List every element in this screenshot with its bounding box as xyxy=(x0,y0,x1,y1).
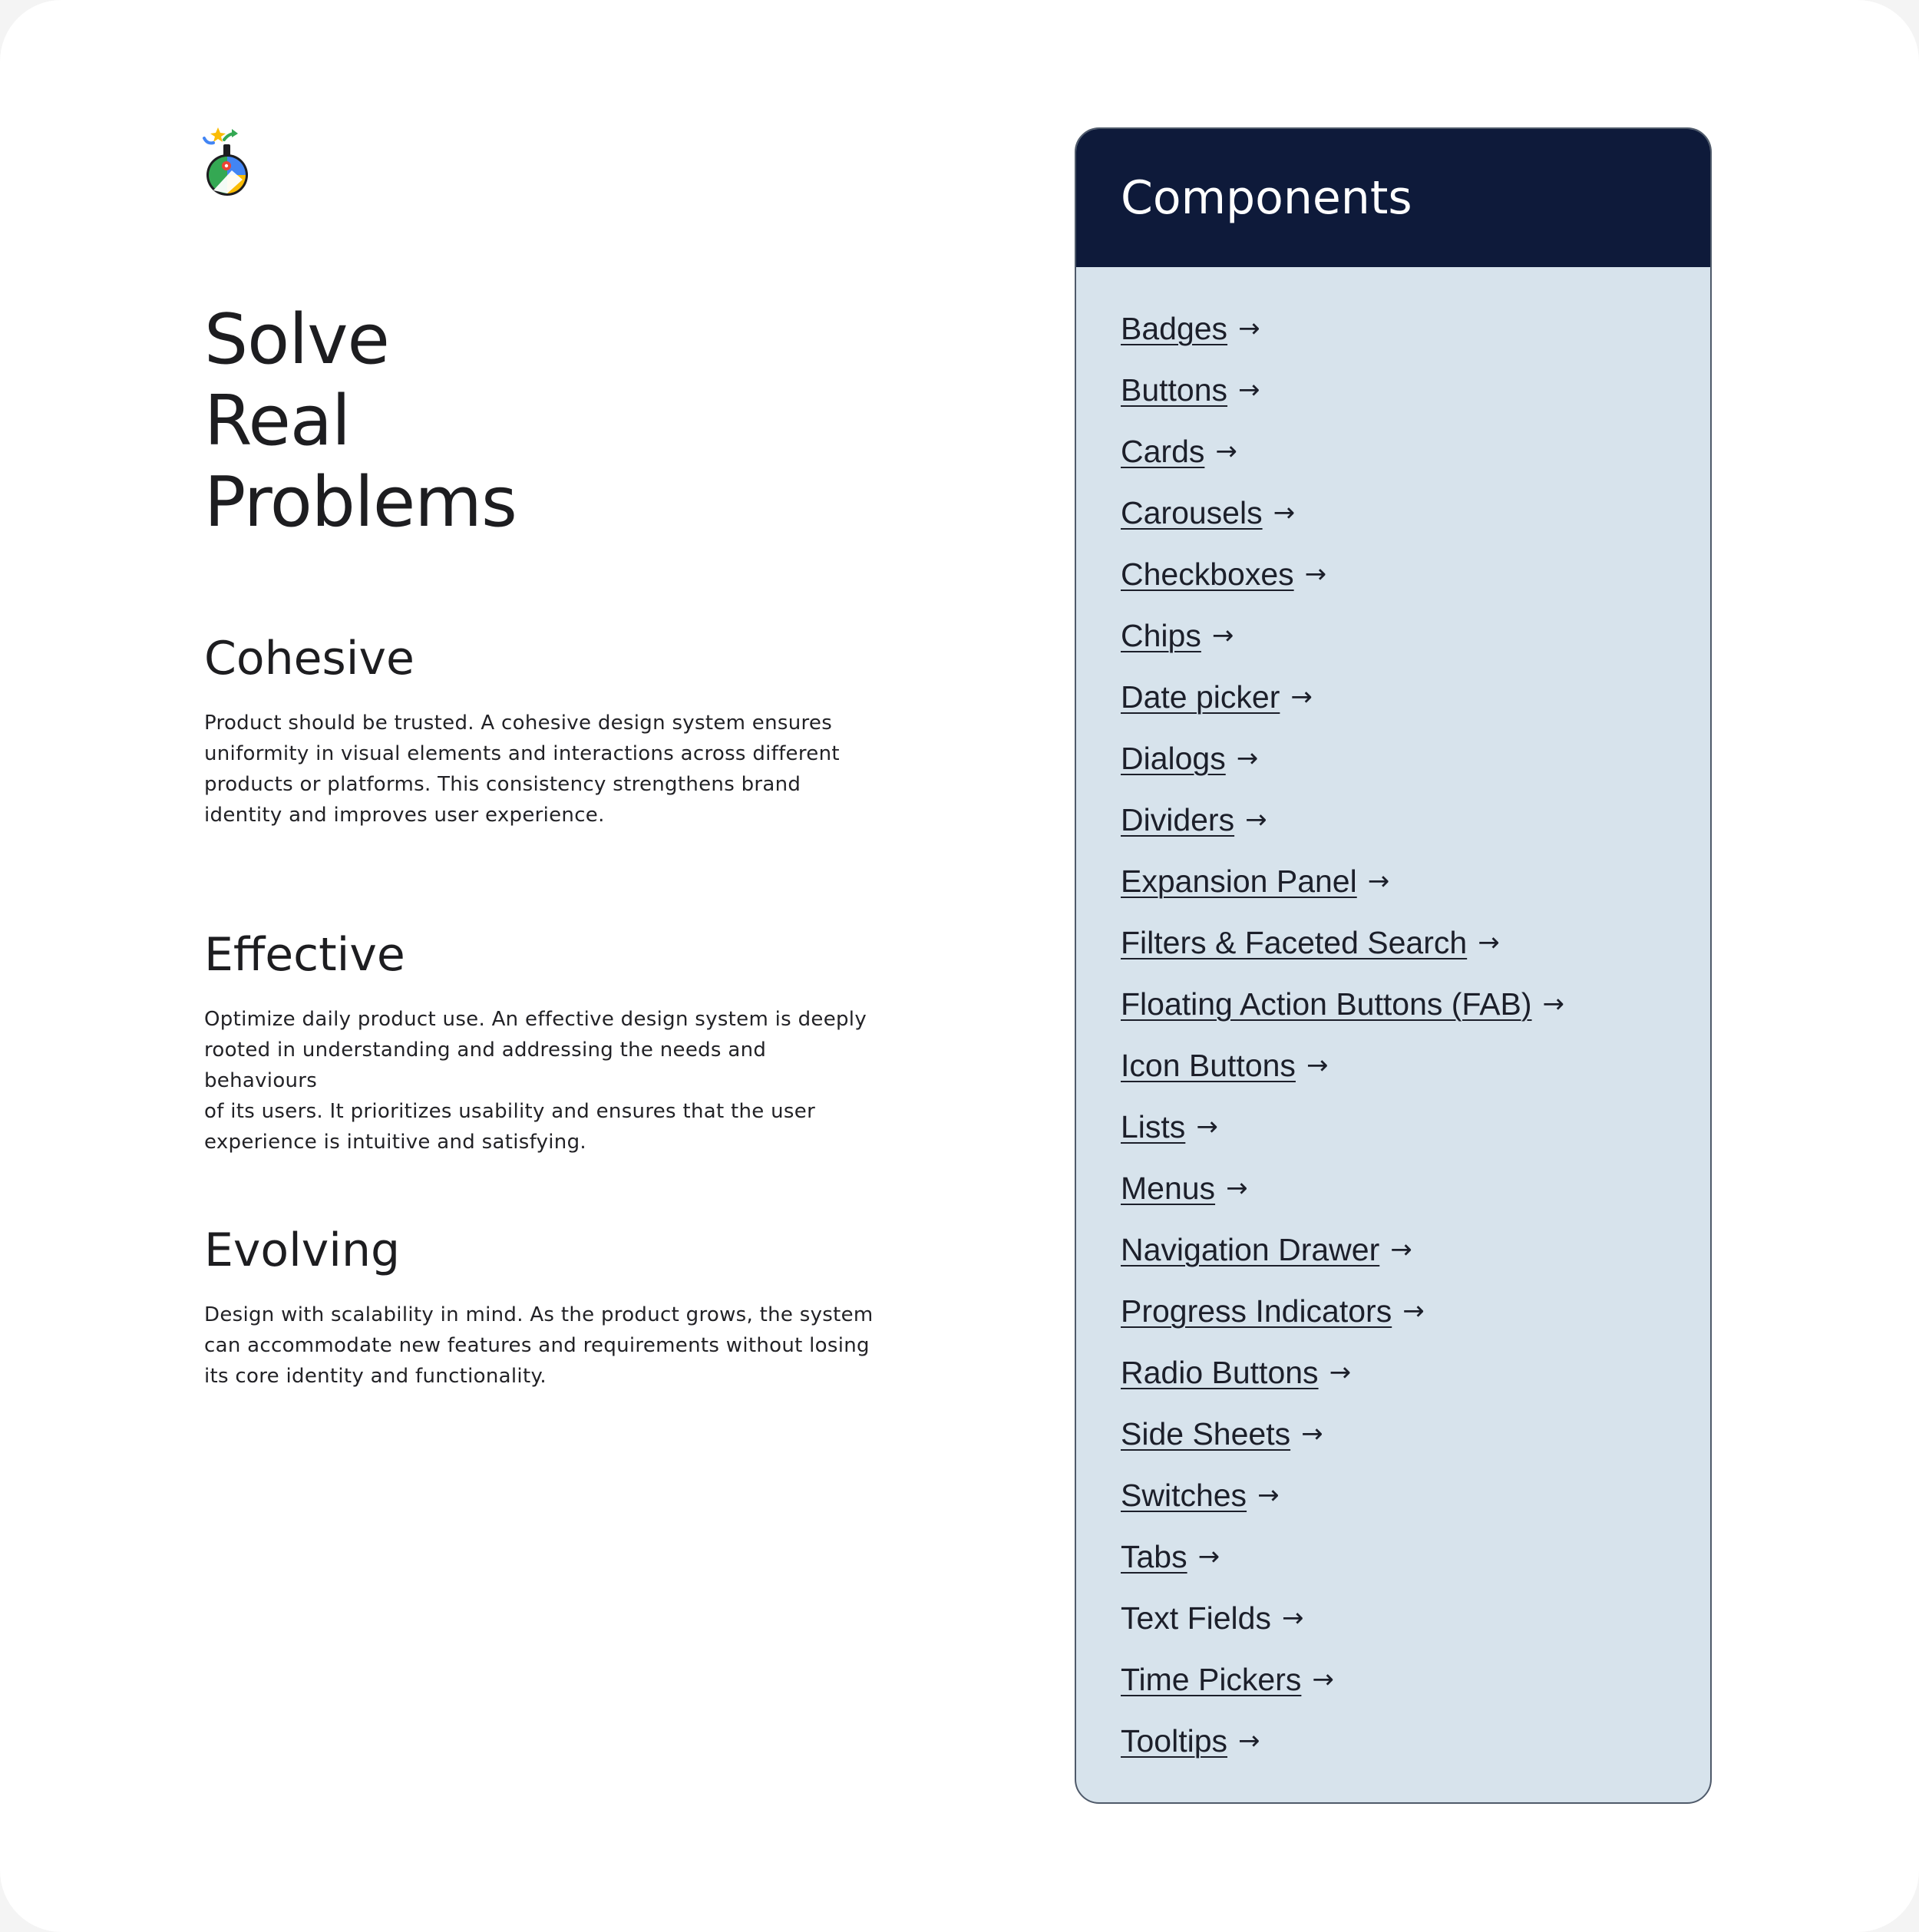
arrow-right-icon: → xyxy=(1257,1480,1280,1511)
component-link-expansion-panel[interactable] xyxy=(1121,850,1710,912)
component-link-label[interactable]: Text Fields xyxy=(1121,1600,1271,1636)
component-link-label[interactable]: Date picker xyxy=(1121,679,1280,715)
component-link-label[interactable]: Side Sheets xyxy=(1121,1415,1291,1451)
component-link-label[interactable]: Radio Buttons xyxy=(1121,1354,1319,1390)
section-body xyxy=(204,1004,880,1158)
component-link-dividers[interactable] xyxy=(1121,789,1710,850)
section-heading: Evolving xyxy=(204,1224,401,1277)
component-link-progress-indicators[interactable] xyxy=(1121,1280,1710,1342)
arrow-right-icon: → xyxy=(1197,1541,1220,1572)
logo-icon xyxy=(201,124,255,198)
component-link-date-picker[interactable] xyxy=(1121,666,1710,728)
hero-title-line: Problems xyxy=(204,462,517,543)
section-heading: Effective xyxy=(204,928,405,982)
arrow-right-icon: → xyxy=(1236,743,1259,774)
arrow-right-icon: → xyxy=(1542,989,1565,1019)
component-link-label[interactable]: Cards xyxy=(1121,433,1205,469)
arrow-right-icon: → xyxy=(1215,436,1237,467)
arrow-right-icon: → xyxy=(1273,497,1296,528)
component-link-label[interactable]: Navigation Drawer xyxy=(1121,1231,1380,1267)
components-panel xyxy=(1075,127,1712,1804)
component-link-carousels[interactable] xyxy=(1121,482,1710,543)
component-link-label[interactable]: Tooltips xyxy=(1121,1722,1228,1759)
component-link-label[interactable]: Chips xyxy=(1121,617,1201,653)
section-body-line: Design with scalability in mind. As the product grows, the system xyxy=(204,1303,874,1326)
arrow-right-icon: → xyxy=(1306,1050,1329,1081)
component-link-label[interactable]: Checkboxes xyxy=(1121,556,1294,592)
components-list xyxy=(1076,267,1710,1772)
arrow-right-icon: → xyxy=(1245,804,1267,835)
component-link-label[interactable]: Expansion Panel xyxy=(1121,863,1357,899)
hero-title-line: Solve xyxy=(204,299,389,380)
component-link-side-sheets[interactable] xyxy=(1121,1403,1710,1465)
component-link-label[interactable]: Filters & Faceted Search xyxy=(1121,924,1468,960)
component-link-cards[interactable] xyxy=(1121,421,1710,482)
section-body-line: Product should be trusted. A cohesive design system ensures xyxy=(204,712,833,735)
component-link-fab[interactable] xyxy=(1121,973,1710,1035)
arrow-right-icon: → xyxy=(1281,1603,1304,1633)
component-link-label[interactable]: Tabs xyxy=(1121,1538,1187,1574)
hero-title-line: Real xyxy=(204,381,351,461)
section-body-line: rooted in understanding and addressing the needs and behaviours xyxy=(204,1039,767,1092)
component-link-label[interactable]: Time Pickers xyxy=(1121,1661,1302,1697)
section-effective xyxy=(204,927,880,1158)
component-link-time-pickers[interactable] xyxy=(1121,1649,1710,1710)
component-link-tooltips[interactable] xyxy=(1121,1710,1710,1772)
section-body-line: uniformity in visual elements and interactions across different xyxy=(204,742,840,765)
component-link-switches[interactable] xyxy=(1121,1465,1710,1526)
component-link-dialogs[interactable] xyxy=(1121,728,1710,789)
section-cohesive xyxy=(204,631,880,831)
component-link-lists[interactable] xyxy=(1121,1096,1710,1158)
arrow-right-icon: → xyxy=(1196,1111,1218,1142)
arrow-right-icon: → xyxy=(1301,1418,1323,1449)
component-link-label[interactable]: Badges xyxy=(1121,310,1228,346)
component-link-label[interactable]: Dialogs xyxy=(1121,740,1226,776)
arrow-right-icon: → xyxy=(1312,1664,1334,1695)
component-link-label[interactable]: Progress Indicators xyxy=(1121,1293,1392,1329)
component-link-text-fields[interactable] xyxy=(1121,1587,1710,1649)
section-body-line: Optimize daily product use. An effective design system is deeply xyxy=(204,1008,867,1031)
components-panel-title: Components xyxy=(1121,171,1412,225)
arrow-right-icon: → xyxy=(1226,1173,1248,1204)
arrow-right-icon: → xyxy=(1304,559,1327,590)
arrow-right-icon: → xyxy=(1390,1234,1412,1265)
component-link-navigation-drawer[interactable] xyxy=(1121,1219,1710,1280)
arrow-right-icon: → xyxy=(1290,682,1313,712)
arrow-right-icon: → xyxy=(1238,1726,1260,1756)
component-link-label[interactable]: Icon Buttons xyxy=(1121,1047,1296,1083)
section-body-line: identity and improves user experience. xyxy=(204,804,605,827)
component-link-label[interactable]: Dividers xyxy=(1121,801,1235,837)
component-link-checkboxes[interactable] xyxy=(1121,543,1710,605)
section-body-line: products or platforms. This consistency strengthens brand xyxy=(204,773,801,796)
section-heading: Cohesive xyxy=(204,632,415,685)
component-link-icon-buttons[interactable] xyxy=(1121,1035,1710,1096)
hero-title xyxy=(204,299,517,543)
section-body-line: can accommodate new features and requirements without losing xyxy=(204,1334,870,1357)
arrow-right-icon: → xyxy=(1478,927,1500,958)
arrow-right-icon: → xyxy=(1238,375,1260,405)
component-link-label[interactable]: Buttons xyxy=(1121,372,1228,408)
section-evolving xyxy=(204,1223,880,1392)
component-link-label[interactable]: Menus xyxy=(1121,1170,1216,1206)
arrow-right-icon: → xyxy=(1367,866,1390,897)
component-link-label[interactable]: Floating Action Buttons (FAB) xyxy=(1121,986,1532,1022)
section-body xyxy=(204,708,880,831)
component-link-filters-faceted-search[interactable] xyxy=(1121,912,1710,973)
section-body-line: of its users. It prioritizes usability and ensures that the user xyxy=(204,1100,816,1123)
component-link-label[interactable]: Switches xyxy=(1121,1477,1247,1513)
section-body-line: experience is intuitive and satisfying. xyxy=(204,1131,586,1154)
section-body-line: its core identity and functionality. xyxy=(204,1365,547,1388)
component-link-badges[interactable] xyxy=(1121,298,1710,359)
section-body xyxy=(204,1300,880,1392)
component-link-buttons[interactable] xyxy=(1121,359,1710,421)
component-link-radio-buttons[interactable] xyxy=(1121,1342,1710,1403)
arrow-right-icon: → xyxy=(1402,1296,1425,1326)
component-link-chips[interactable] xyxy=(1121,605,1710,666)
components-panel-header xyxy=(1076,129,1710,267)
component-link-label[interactable]: Carousels xyxy=(1121,494,1263,530)
component-link-menus[interactable] xyxy=(1121,1158,1710,1219)
arrow-right-icon: → xyxy=(1238,313,1260,344)
component-link-tabs[interactable] xyxy=(1121,1526,1710,1587)
arrow-right-icon: → xyxy=(1329,1357,1352,1388)
component-link-label[interactable]: Lists xyxy=(1121,1108,1186,1144)
logo xyxy=(201,124,255,198)
arrow-right-icon: → xyxy=(1211,620,1234,651)
